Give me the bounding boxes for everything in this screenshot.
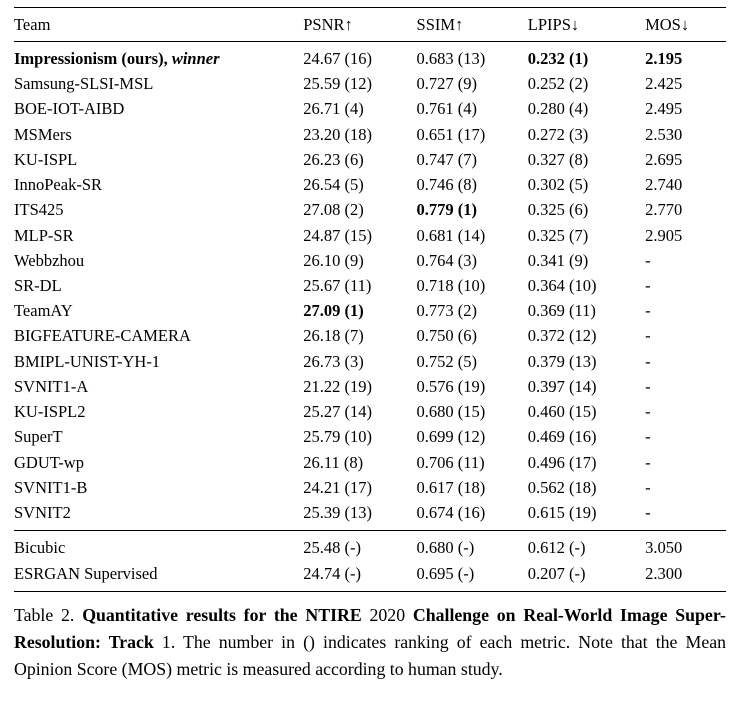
cell-mos: [645, 450, 726, 475]
cell-team: [14, 274, 303, 299]
cell-psnr: [303, 223, 416, 248]
cell-text: -: [645, 376, 651, 396]
cell-psnr: [303, 274, 416, 299]
team-row: [14, 349, 726, 374]
cell-text: 27.09 (1): [303, 301, 364, 321]
cell-ssim: [417, 374, 528, 399]
cell-psnr: [303, 299, 416, 324]
cell-text: 0.752 (5): [416, 351, 478, 371]
cell-text: 0.562 (18): [527, 477, 597, 497]
cell-ssim: [417, 198, 528, 223]
cell-text: BOE-IOT-AIBD: [14, 99, 125, 119]
header-row: [14, 8, 726, 42]
cell-text: -: [645, 402, 651, 422]
cell-ssim: [417, 561, 528, 591]
cell-text: 27.08 (2): [303, 200, 364, 220]
cell-mos: [645, 198, 726, 223]
cell-text: 0.341 (9): [527, 250, 589, 270]
team-row: [14, 223, 726, 248]
cell-text: 21.22 (19): [303, 376, 372, 396]
team-row: [14, 198, 726, 223]
table-header: [14, 8, 726, 42]
team-row: [14, 97, 726, 122]
cell-lpips: [528, 475, 645, 500]
cell-text: 0.779 (1): [416, 200, 478, 220]
cell-text: 2.195: [645, 49, 683, 68]
cell-text: -: [645, 301, 651, 321]
cell-text: 25.39 (13): [303, 502, 372, 522]
cell-lpips: [528, 223, 645, 248]
cell-mos: [645, 147, 726, 172]
caption-text: 1. The number in () indicates ranking of each metric. Note that the Mean Opinion Score (MOS) metric is measured according to human study.: [14, 632, 727, 680]
cell-ssim: [417, 274, 528, 299]
cell-lpips: [528, 400, 645, 425]
cell-text: -: [645, 275, 651, 295]
cell-team: [14, 475, 303, 500]
cell-text: SR-DL: [14, 275, 62, 295]
cell-text: 0.699 (12): [416, 427, 486, 447]
baseline-row: [14, 531, 726, 561]
cell-ssim: [417, 400, 528, 425]
header-mos: MOS↓: [645, 8, 726, 42]
results-table: [14, 7, 726, 592]
cell-text: Bicubic: [14, 538, 66, 558]
cell-psnr: [303, 72, 416, 97]
cell-ssim: [417, 147, 528, 172]
cell-text: 2.425: [645, 74, 683, 94]
cell-team: [14, 400, 303, 425]
cell-ssim: [417, 324, 528, 349]
cell-mos: [645, 173, 726, 198]
cell-lpips: [528, 248, 645, 273]
cell-psnr: [303, 97, 416, 122]
cell-lpips: [528, 501, 645, 531]
cell-text: 2.300: [645, 563, 683, 583]
cell-mos: [645, 501, 726, 531]
cell-mos: [645, 531, 726, 561]
cell-psnr: [303, 374, 416, 399]
cell-text: -: [645, 326, 651, 346]
cell-text: 0.773 (2): [416, 301, 478, 321]
cell-text: 0.674 (16): [416, 502, 486, 522]
cell-lpips: [528, 299, 645, 324]
cell-text: 25.79 (10): [303, 427, 372, 447]
cell-ssim: [417, 475, 528, 500]
cell-lpips: [528, 198, 645, 223]
cell-lpips: [528, 122, 645, 147]
cell-lpips: [528, 374, 645, 399]
cell-team: [14, 561, 303, 591]
cell-team: [14, 324, 303, 349]
header-team: Team: [14, 8, 303, 42]
cell-text: -: [645, 250, 651, 270]
cell-text: -: [645, 452, 651, 472]
cell-text: 0.460 (15): [527, 402, 597, 422]
cell-mos: [645, 425, 726, 450]
cell-mos: [645, 324, 726, 349]
team-row: [14, 122, 726, 147]
cell-psnr: [303, 349, 416, 374]
cell-team: [14, 42, 303, 72]
table-body-baselines: [14, 531, 726, 592]
cell-text: 0.761 (4): [416, 99, 478, 119]
cell-text: 0.746 (8): [416, 175, 478, 195]
team-row: [14, 450, 726, 475]
cell-lpips: [528, 349, 645, 374]
cell-ssim: [417, 501, 528, 531]
cell-text: Samsung-SLSI-MSL: [14, 74, 154, 94]
cell-text: 0.764 (3): [416, 250, 478, 270]
cell-text: 0.364 (10): [527, 275, 597, 295]
header-ssim: SSIM↑: [417, 8, 528, 42]
cell-text: 0.680 (15): [416, 402, 486, 422]
cell-text: BMIPL-UNIST-YH-1: [14, 351, 161, 371]
cell-text: 0.280 (4): [527, 99, 589, 119]
cell-text: 0.747 (7): [416, 149, 478, 169]
cell-mos: [645, 97, 726, 122]
cell-ssim: [417, 450, 528, 475]
cell-text: 0.379 (13): [527, 351, 597, 371]
cell-text: 24.74 (-): [303, 563, 361, 583]
cell-mos: [645, 400, 726, 425]
cell-psnr: [303, 198, 416, 223]
cell-lpips: [528, 97, 645, 122]
cell-team: [14, 248, 303, 273]
cell-text: 2.740: [645, 175, 683, 195]
cell-mos: [645, 122, 726, 147]
team-row: [14, 324, 726, 349]
cell-team: [14, 531, 303, 561]
cell-team: [14, 72, 303, 97]
caption-text: 2020: [369, 605, 413, 626]
cell-text: 26.23 (6): [303, 149, 364, 169]
cell-text: 2.495: [645, 99, 683, 119]
cell-text: 0.272 (3): [527, 124, 589, 144]
cell-text: InnoPeak-SR: [14, 175, 102, 195]
cell-ssim: [417, 72, 528, 97]
cell-ssim: [417, 248, 528, 273]
cell-text: 25.27 (14): [303, 402, 372, 422]
cell-team: [14, 173, 303, 198]
cell-text: 0.369 (11): [527, 301, 596, 321]
caption-text: Quantitative results for the NTIRE: [82, 605, 370, 626]
cell-lpips: [528, 147, 645, 172]
cell-text: -: [645, 477, 651, 497]
cell-psnr: [303, 147, 416, 172]
table-body-teams: [14, 42, 726, 531]
cell-text: 3.050: [645, 538, 683, 558]
cell-text: -: [645, 427, 651, 447]
cell-text: 0.469 (16): [527, 427, 597, 447]
cell-lpips: [528, 561, 645, 591]
cell-text: 2.770: [645, 200, 683, 220]
cell-text: 0.681 (14): [416, 225, 486, 245]
header-psnr: PSNR↑: [303, 8, 416, 42]
cell-mos: [645, 248, 726, 273]
cell-text: 0.576 (19): [416, 376, 486, 396]
team-row: [14, 501, 726, 531]
team-row: [14, 72, 726, 97]
cell-team: [14, 374, 303, 399]
cell-text: 24.67 (16): [303, 49, 372, 68]
cell-text: 26.71 (4): [303, 99, 364, 119]
cell-psnr: [303, 475, 416, 500]
cell-ssim: [417, 425, 528, 450]
cell-psnr: [303, 531, 416, 561]
cell-text: 0.695 (-): [416, 563, 475, 583]
team-row: [14, 173, 726, 198]
cell-text: -: [645, 502, 651, 522]
cell-text: 0.750 (6): [416, 326, 478, 346]
cell-ssim: [417, 531, 528, 561]
cell-ssim: [417, 122, 528, 147]
cell-team: [14, 198, 303, 223]
cell-text: 26.11 (8): [303, 452, 364, 472]
cell-mos: [645, 42, 726, 72]
cell-ssim: [417, 97, 528, 122]
cell-text: ESRGAN Supervised: [14, 563, 158, 583]
cell-mos: [645, 561, 726, 591]
cell-text: 25.67 (11): [303, 275, 372, 295]
cell-text: 26.73 (3): [303, 351, 364, 371]
team-row: [14, 274, 726, 299]
cell-text: 0.372 (12): [527, 326, 597, 346]
cell-text: KU-ISPL: [14, 149, 78, 169]
cell-psnr: [303, 122, 416, 147]
cell-text: TeamAY: [14, 301, 73, 321]
cell-text: 24.87 (15): [303, 225, 372, 245]
cell-text: 0.397 (14): [527, 376, 597, 396]
team-row: [14, 400, 726, 425]
cell-text-italic: winner: [171, 49, 220, 68]
cell-psnr: [303, 400, 416, 425]
table-caption: [14, 602, 726, 683]
cell-text: 0.651 (17): [416, 124, 486, 144]
cell-text: 0.615 (19): [527, 502, 597, 522]
cell-text: 0.302 (5): [527, 175, 589, 195]
cell-lpips: [528, 425, 645, 450]
team-row: [14, 248, 726, 273]
caption-text: Table 2.: [14, 605, 83, 626]
cell-team: [14, 122, 303, 147]
cell-text: BIGFEATURE-CAMERA: [14, 326, 191, 346]
cell-text: SVNIT1-A: [14, 376, 89, 396]
cell-text: Webbzhou: [14, 250, 85, 270]
cell-ssim: [417, 42, 528, 72]
cell-mos: [645, 475, 726, 500]
cell-lpips: [528, 324, 645, 349]
cell-text: 0.496 (17): [527, 452, 597, 472]
cell-text: 0.252 (2): [527, 74, 589, 94]
cell-mos: [645, 223, 726, 248]
cell-text: 0.680 (-): [416, 538, 475, 558]
cell-lpips: [528, 72, 645, 97]
cell-text: 24.21 (17): [303, 477, 372, 497]
cell-lpips: [528, 531, 645, 561]
cell-text: 0.718 (10): [416, 275, 486, 295]
cell-text: 26.10 (9): [303, 250, 364, 270]
caption-text: Challenge on Real-World Image Super-Resolution: Track: [14, 605, 726, 653]
cell-psnr: [303, 324, 416, 349]
team-row: [14, 42, 726, 72]
cell-text: 2.905: [645, 225, 683, 245]
cell-text: 0.727 (9): [416, 74, 478, 94]
cell-lpips: [528, 450, 645, 475]
cell-text: 2.530: [645, 124, 683, 144]
cell-team: [14, 97, 303, 122]
cell-text: 25.48 (-): [303, 538, 361, 558]
cell-lpips: [528, 173, 645, 198]
cell-psnr: [303, 501, 416, 531]
cell-team: [14, 501, 303, 531]
cell-text: SVNIT1-B: [14, 477, 88, 497]
cell-text: 25.59 (12): [303, 74, 372, 94]
cell-lpips: [528, 274, 645, 299]
cell-lpips: [528, 42, 645, 72]
cell-ssim: [417, 299, 528, 324]
cell-text: 0.207 (-): [527, 563, 586, 583]
cell-mos: [645, 72, 726, 97]
cell-psnr: [303, 561, 416, 591]
cell-mos: [645, 274, 726, 299]
cell-team: [14, 223, 303, 248]
cell-text: SuperT: [14, 427, 63, 447]
cell-text: 26.18 (7): [303, 326, 364, 346]
team-row: [14, 425, 726, 450]
cell-text: 0.325 (7): [527, 225, 589, 245]
header-lpips: LPIPS↓: [528, 8, 645, 42]
cell-text: ITS425: [14, 200, 64, 220]
cell-psnr: [303, 42, 416, 72]
cell-text: 0.683 (13): [416, 49, 486, 68]
cell-text: 0.617 (18): [416, 477, 486, 497]
cell-ssim: [417, 173, 528, 198]
cell-psnr: [303, 425, 416, 450]
cell-text: MLP-SR: [14, 225, 74, 245]
cell-team: [14, 425, 303, 450]
cell-psnr: [303, 248, 416, 273]
cell-text: 26.54 (5): [303, 175, 364, 195]
cell-team: [14, 147, 303, 172]
cell-text: 23.20 (18): [303, 124, 372, 144]
cell-text: GDUT-wp: [14, 452, 84, 472]
cell-text: SVNIT2: [14, 502, 71, 522]
cell-text: MSMers: [14, 124, 72, 144]
cell-text: 0.612 (-): [527, 538, 586, 558]
team-row: [14, 374, 726, 399]
team-row: [14, 147, 726, 172]
cell-psnr: [303, 173, 416, 198]
cell-mos: [645, 374, 726, 399]
cell-mos: [645, 299, 726, 324]
cell-text: 0.327 (8): [527, 149, 589, 169]
cell-text: -: [645, 351, 651, 371]
team-row: [14, 475, 726, 500]
cell-text: 0.325 (6): [527, 200, 589, 220]
cell-text: KU-ISPL2: [14, 402, 86, 422]
cell-team: [14, 349, 303, 374]
cell-ssim: [417, 349, 528, 374]
cell-text: Impressionism (ours),: [14, 49, 172, 68]
cell-text: 0.232 (1): [527, 49, 589, 68]
cell-text: 2.695: [645, 149, 683, 169]
cell-psnr: [303, 450, 416, 475]
cell-ssim: [417, 223, 528, 248]
baseline-row: [14, 561, 726, 591]
team-row: [14, 299, 726, 324]
cell-text: 0.706 (11): [416, 452, 485, 472]
cell-mos: [645, 349, 726, 374]
cell-team: [14, 450, 303, 475]
cell-team: [14, 299, 303, 324]
